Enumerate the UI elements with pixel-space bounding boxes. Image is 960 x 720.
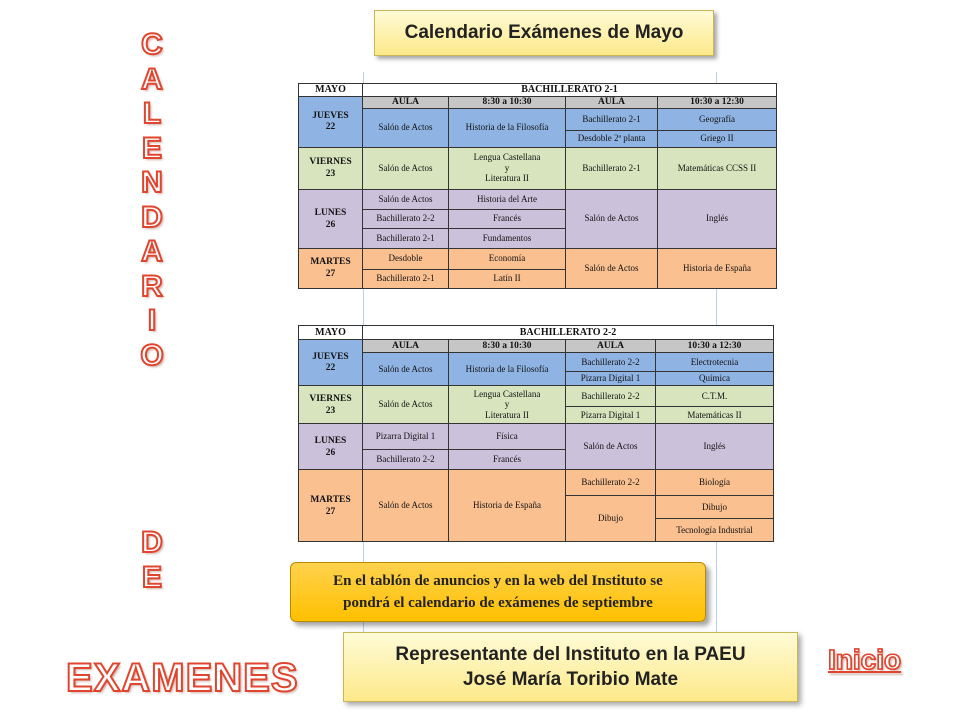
- vertical-letter: I: [147, 304, 157, 337]
- day-cell-jueves: [299, 96, 363, 147]
- aula-cell: Bachillerato 2-2: [363, 209, 449, 228]
- vertical-letter: O: [140, 338, 164, 372]
- representative-line: Representante del Instituto en la PAEU: [395, 644, 746, 665]
- col-header-time: 8:30 a 10:30: [449, 340, 566, 353]
- aula-cell: Salón de Actos: [363, 386, 449, 424]
- notice-line: pondrá el calendario de exámenes de septiembre: [343, 595, 653, 611]
- aula-cell: Bachillerato 2-2: [566, 470, 656, 496]
- aula-cell: Bachillerato 2-2: [363, 450, 449, 470]
- exam-table-2-2: [298, 325, 774, 542]
- aula-cell: Bachillerato 2-1: [363, 228, 449, 248]
- day-label: LUNES: [314, 435, 347, 446]
- col-header-aula: AULA: [363, 96, 449, 108]
- vertical-letter: D: [141, 200, 163, 234]
- day-number: 27: [325, 506, 336, 517]
- col-header-aula: AULA: [363, 340, 449, 353]
- notice-box: [290, 562, 706, 622]
- day-cell-martes: [299, 248, 363, 288]
- col-header-time: 8:30 a 10:30: [449, 96, 566, 108]
- day-label: LUNES: [314, 207, 347, 218]
- exam-cell: Matemáticas II: [656, 407, 774, 424]
- group-header: BACHILLERATO 2-1: [363, 84, 777, 97]
- day-label: JUEVES: [312, 351, 349, 362]
- exam-cell: Química: [656, 372, 774, 386]
- col-header-aula: AULA: [566, 340, 656, 353]
- aula-cell: Pizarra Digital 1: [566, 372, 656, 386]
- day-cell-lunes: [299, 424, 363, 470]
- day-label: MARTES: [310, 257, 351, 268]
- vertical-letter: E: [141, 131, 162, 165]
- exam-cell: C.T.M.: [656, 386, 774, 407]
- month-header: MAYO: [299, 84, 363, 97]
- aula-cell: Pizarra Digital 1: [363, 424, 449, 450]
- day-cell-viernes: [299, 386, 363, 424]
- exam-cell: Física: [449, 424, 566, 450]
- exam-cell: Francés: [449, 209, 566, 228]
- aula-cell: Pizarra Digital 1: [566, 407, 656, 424]
- aula-cell: Bachillerato 2-1: [363, 269, 449, 288]
- aula-cell: Desdoble: [363, 248, 449, 269]
- aula-cell: Salón de Actos: [566, 248, 658, 288]
- day-cell-viernes: [299, 147, 363, 189]
- exam-cell: Economía: [449, 248, 566, 269]
- exam-cell: Historia de España: [449, 470, 566, 542]
- exam-line: y: [504, 162, 510, 173]
- exam-table-2-1: [298, 83, 777, 289]
- col-header-time: 10:30 a 12:30: [656, 340, 774, 353]
- day-label: MARTES: [310, 494, 351, 505]
- day-number: 23: [325, 169, 336, 179]
- vertical-letter: R: [141, 269, 163, 303]
- aula-cell: Dibujo: [566, 496, 656, 542]
- day-label: JUEVES: [312, 110, 349, 121]
- vertical-letter: N: [141, 166, 163, 199]
- exam-line: y: [504, 399, 510, 410]
- notice-line: En el tablón de anuncios y en la web del Instituto se: [333, 573, 663, 589]
- vertical-word-calendario: [138, 30, 166, 375]
- exam-line: Lengua Castellana: [473, 152, 541, 163]
- aula-cell: Desdoble 2ª planta: [566, 130, 658, 147]
- exam-cell: Dibujo: [656, 496, 774, 519]
- col-header-aula: AULA: [566, 96, 658, 108]
- aula-cell: Salón de Actos: [363, 189, 449, 209]
- exam-cell: Tecnología Industrial: [656, 519, 774, 542]
- page-title-text: Calendario Exámenes de Mayo: [404, 22, 684, 43]
- exam-line: Literatura II: [485, 409, 529, 420]
- exam-cell: [449, 147, 566, 189]
- aula-cell: Bachillerato 2-2: [566, 353, 656, 372]
- vertical-letter: L: [142, 97, 162, 130]
- exam-line: Literatura II: [485, 173, 529, 184]
- aula-cell: Salón de Actos: [363, 108, 449, 147]
- exam-cell: Latín II: [449, 269, 566, 288]
- day-number: 22: [325, 362, 336, 373]
- exam-cell: Francés: [449, 450, 566, 470]
- page-title: [374, 10, 714, 56]
- aula-cell: Bachillerato 2-2: [566, 386, 656, 407]
- vertical-word-de: [138, 528, 166, 597]
- exam-cell: Inglés: [658, 189, 777, 248]
- day-cell-jueves: [299, 340, 363, 386]
- aula-cell: Bachillerato 2-1: [566, 108, 658, 130]
- exam-cell: Historia de la Filosofía: [449, 353, 566, 386]
- day-cell-martes: [299, 470, 363, 542]
- exam-cell: Matemáticas CCSS II: [658, 147, 777, 189]
- col-header-time: 10:30 a 12:30: [658, 96, 777, 108]
- exam-cell: Inglés: [656, 424, 774, 470]
- aula-cell: Bachillerato 2-1: [566, 147, 658, 189]
- exam-cell: Historia de la Filosofía: [449, 108, 566, 147]
- day-number: 26: [325, 219, 336, 230]
- day-label: VIERNES: [309, 157, 352, 168]
- vertical-letter: C: [141, 28, 163, 61]
- examenes-word: EXAMENES: [66, 656, 299, 700]
- day-number: 22: [325, 121, 336, 132]
- aula-cell: Salón de Actos: [363, 470, 449, 542]
- exam-cell: Historia de España: [658, 248, 777, 288]
- inicio-link[interactable]: Inicio: [828, 644, 902, 675]
- representative-name: José María Toribio Mate: [462, 669, 679, 690]
- exam-cell: Fundamentos: [449, 228, 566, 248]
- day-number: 23: [325, 405, 336, 416]
- aula-cell: Salón de Actos: [363, 353, 449, 386]
- day-label: VIERNES: [309, 393, 352, 404]
- day-cell-lunes: [299, 189, 363, 248]
- vertical-letter: E: [141, 560, 162, 594]
- aula-cell: Salón de Actos: [363, 147, 449, 189]
- exam-cell: [449, 386, 566, 424]
- exam-cell: Historia del Arte: [449, 189, 566, 209]
- group-header: BACHILLERATO 2-2: [363, 326, 774, 340]
- vertical-letter: D: [141, 526, 163, 559]
- day-number: 27: [325, 269, 336, 279]
- vertical-letter: A: [141, 235, 163, 268]
- vertical-letter: A: [141, 62, 163, 96]
- exam-cell: Electrotecnia: [656, 353, 774, 372]
- day-number: 26: [325, 447, 336, 458]
- aula-cell: Salón de Actos: [566, 424, 656, 470]
- aula-cell: Salón de Actos: [566, 189, 658, 248]
- exam-cell: Griego II: [658, 130, 777, 147]
- representative-box: [343, 632, 798, 702]
- month-header: MAYO: [299, 326, 363, 340]
- exam-line: Lengua Castellana: [473, 388, 541, 399]
- exam-cell: Biología: [656, 470, 774, 496]
- exam-cell: Geografía: [658, 108, 777, 130]
